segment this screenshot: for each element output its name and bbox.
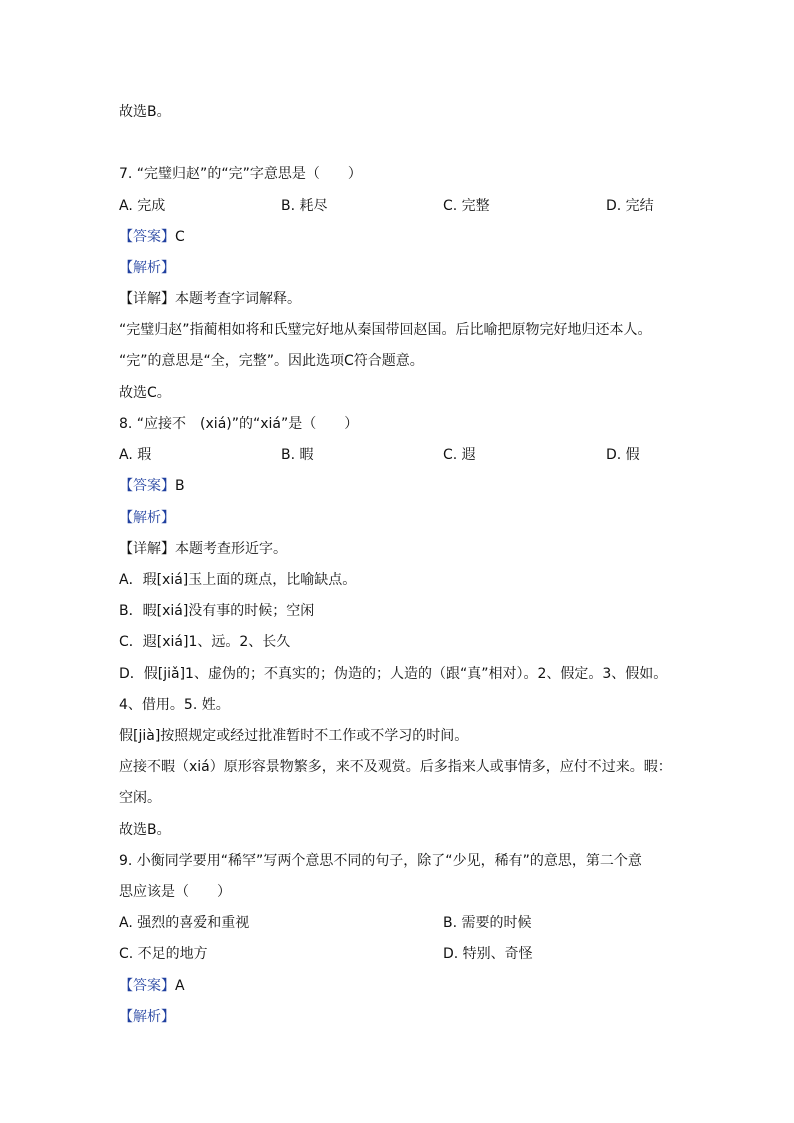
q7-analysis-tag: 【解析】 bbox=[119, 260, 175, 276]
q7-answer bbox=[119, 227, 185, 247]
detail-text: 本题考查字词解释。 bbox=[175, 291, 301, 307]
q7-option-b: B. 耗尽 bbox=[281, 198, 328, 214]
q9-answer bbox=[119, 976, 185, 996]
q8-explanation-4: D．假[jiǎ]1、虚伪的；不真实的；伪造的；人造的（跟“真”相对）。2、假定。3、假如。 bbox=[119, 666, 668, 682]
q8-answer bbox=[119, 476, 185, 496]
q9-option-c: C. 不足的地方 bbox=[119, 946, 208, 962]
detail-tag: 【详解】 bbox=[119, 541, 175, 557]
q7-option-c: C. 完整 bbox=[443, 198, 490, 214]
detail-tag: 【详解】 bbox=[119, 291, 175, 307]
question-9-line-1: 9. 小衡同学要用“稀罕”写两个意思不同的句子，除了“少见，稀有”的意思，第二个意 bbox=[119, 853, 642, 869]
q8-option-b: B. 暇 bbox=[281, 447, 314, 463]
q8-explanation-3: C．遐[xiá]1、远。2、长久 bbox=[119, 634, 291, 650]
q7-option-d: D. 完结 bbox=[606, 198, 654, 214]
answer-value: A bbox=[175, 978, 185, 994]
q8-option-c: C. 遐 bbox=[443, 447, 476, 463]
q8-explanation-8: 空闲。 bbox=[119, 790, 161, 806]
q8-explanation-5: 4、借用。5. 姓。 bbox=[119, 697, 230, 713]
question-9-line-2: 思应该是（ ） bbox=[119, 884, 231, 900]
answer-tag: 【答案】 bbox=[119, 478, 175, 494]
conclusion-q7: 故选C。 bbox=[119, 385, 171, 401]
q7-option-a: A. 完成 bbox=[119, 198, 166, 214]
q8-detail bbox=[119, 539, 287, 559]
question-8: 8. “应接不 (xiá)”的“xiá”是（ ） bbox=[119, 416, 359, 432]
conclusion-q6: 故选B。 bbox=[119, 104, 171, 120]
q9-option-b: B. 需要的时候 bbox=[443, 915, 532, 931]
answer-tag: 【答案】 bbox=[119, 229, 175, 245]
q7-explanation-2: “完”的意思是“全，完整”。因此选项C符合题意。 bbox=[119, 353, 424, 369]
conclusion-q8: 故选B。 bbox=[119, 822, 171, 838]
q8-explanation-2: B．暇[xiá]没有事的时候；空闲 bbox=[119, 603, 315, 619]
q9-option-d: D. 特别、奇怪 bbox=[443, 946, 533, 962]
q7-detail bbox=[119, 289, 301, 309]
q8-option-a: A. 瑕 bbox=[119, 447, 152, 463]
q7-explanation-1: “完璧归赵”指蔺相如将和氏璧完好地从秦国带回赵国。后比喻把原物完好地归还本人。 bbox=[119, 322, 652, 338]
q8-analysis-tag: 【解析】 bbox=[119, 510, 175, 526]
q9-analysis-tag: 【解析】 bbox=[119, 1009, 175, 1025]
q8-explanation-1: A．瑕[xiá]玉上面的斑点，比喻缺点。 bbox=[119, 572, 357, 588]
q8-explanation-7: 应接不暇（xiá）原形容景物繁多，来不及观赏。后多指来人或事情多，应付不过来。暇： bbox=[119, 759, 672, 775]
answer-tag: 【答案】 bbox=[119, 978, 175, 994]
q8-option-d: D. 假 bbox=[606, 447, 640, 463]
q9-option-a: A. 强烈的喜爱和重视 bbox=[119, 915, 250, 931]
answer-value: C bbox=[175, 229, 185, 245]
q8-explanation-6: 假[jià]按照规定或经过批准暂时不工作或不学习的时间。 bbox=[119, 728, 469, 744]
question-7: 7. “完璧归赵”的“完”字意思是（ ） bbox=[119, 166, 362, 182]
detail-text: 本题考查形近字。 bbox=[175, 541, 287, 557]
answer-value: B bbox=[175, 478, 185, 494]
